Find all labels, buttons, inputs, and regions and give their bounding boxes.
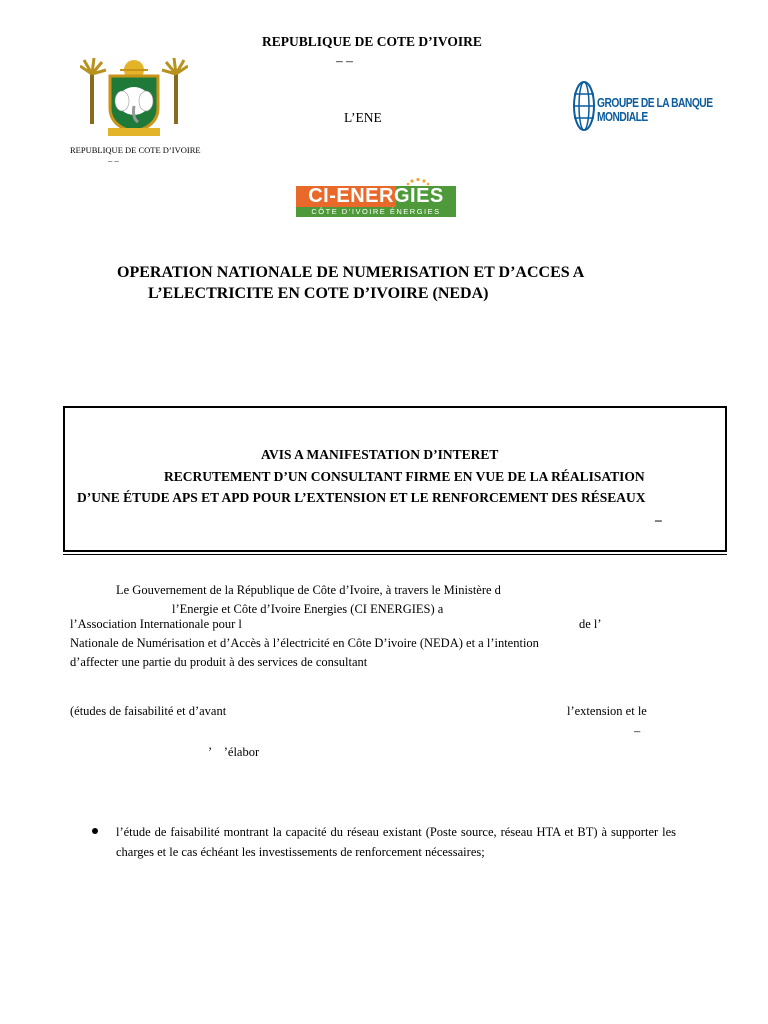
paragraph1-line2: l’Energie et Côte d’Ivoire Energies (CI ENERGIES) a xyxy=(172,602,444,616)
coat-caption-dashes: – – xyxy=(108,155,119,165)
paragraph2-line3: ’ ’élabor xyxy=(208,745,260,759)
paragraph1-line3-start: l’Association Internationale pour l xyxy=(70,617,242,631)
coat-caption: REPUBLIQUE DE COTE D’IVOIRE xyxy=(70,145,201,155)
republic-title: REPUBLIQUE DE COTE D’IVOIRE xyxy=(262,34,482,49)
bullet-item-feasibility: l’étude de faisabilité montrant la capacité du réseau existant (Poste source, réseau HTA et BT) à supporter les charges et le cas échéant les investissements de renforcement nécessaires; xyxy=(116,825,676,859)
paragraph1-line3-end: de l’ xyxy=(579,617,602,631)
notice-dash: – xyxy=(655,512,662,527)
ci-energies-name: CI-ENERGIES xyxy=(308,185,444,207)
world-bank-logo xyxy=(572,80,752,132)
project-title-line1: OPERATION NATIONALE DE NUMERISATION ET D’ACCES A xyxy=(117,264,585,281)
notice-subject-line1: RECRUTEMENT D’UN CONSULTANT FIRME EN VUE DE LA RÉALISATION xyxy=(164,469,645,484)
ci-energies-logo xyxy=(296,178,456,218)
paragraph2-line1-start: (études de faisabilité et d’avant xyxy=(70,704,227,718)
notice-subject-line2: D’UNE ÉTUDE APS ET APD POUR L’EXTENSION ET LE RENFORCEMENT DES RÉSEAUX xyxy=(77,490,646,505)
paragraph1-line1: Le Gouvernement de la République de Côte d’Ivoire, à travers le Ministère d xyxy=(116,583,501,597)
ministry-short-name: L’ENE xyxy=(344,110,382,125)
project-title-line2: L’ELECTRICITE EN COTE D’IVOIRE (NEDA) xyxy=(148,285,489,302)
motto-dashes: – – xyxy=(336,53,353,68)
paragraph2-dash: – xyxy=(634,724,641,738)
notice-title: AVIS A MANIFESTATION D’INTERET xyxy=(261,447,499,462)
world-bank-name: GROUPE DE LA BANQUE MONDIALE xyxy=(597,96,713,124)
ci-energies-subtitle: CÔTE D’IVOIRE ÉNERGIES xyxy=(311,207,441,216)
paragraph1-line4: Nationale de Numérisation et d’Accès à l’électricité en Côte D’ivoire (NEDA) et a l’intention xyxy=(70,636,539,650)
bullet-marker xyxy=(92,828,98,834)
coat-of-arms-logo xyxy=(80,56,188,138)
paragraph2-line1-end: l’extension et le xyxy=(567,704,647,718)
paragraph1-line5: d’affecter une partie du produit à des services de consultant xyxy=(70,655,368,669)
